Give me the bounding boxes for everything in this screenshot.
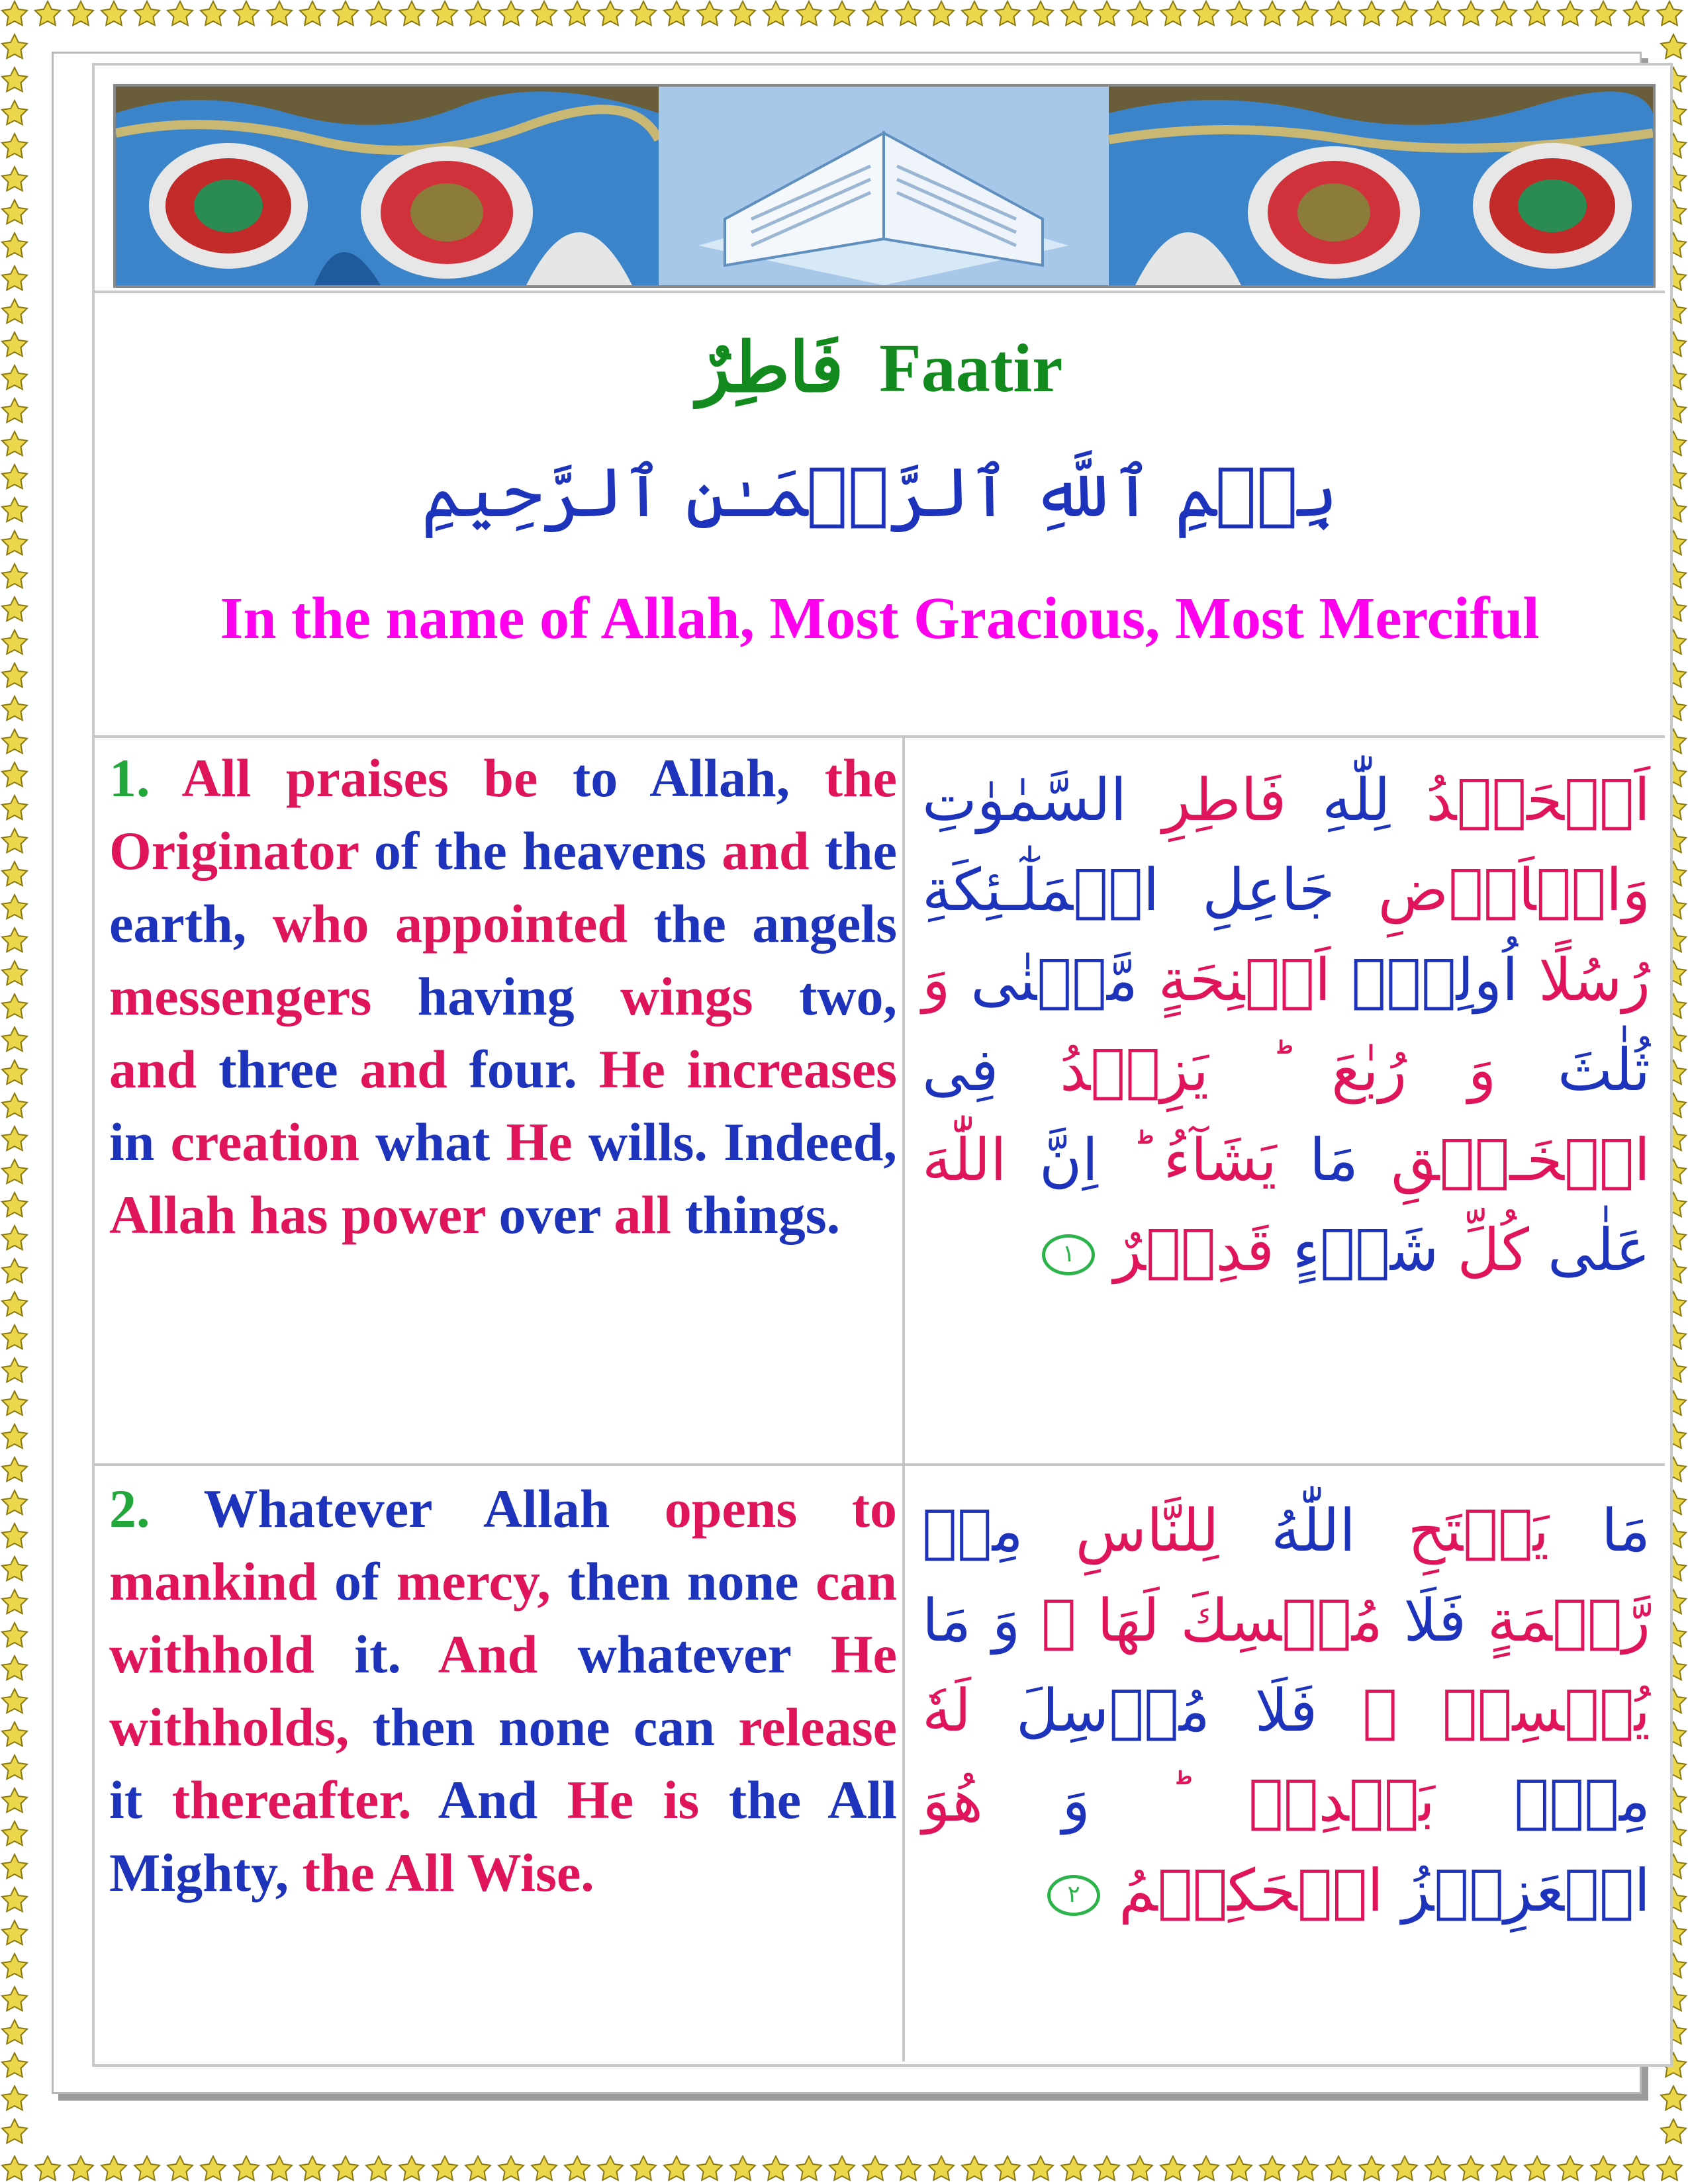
border-star-icon: [896, 2156, 921, 2180]
arabic-word: اَلۡحَمۡدُ: [1426, 766, 1650, 834]
border-star-icon: [1293, 1, 1318, 25]
arabic-word: فَاطِرِ: [1162, 766, 1287, 834]
english-word-group: He withholds,: [109, 1624, 898, 1757]
border-star-icon: [2, 862, 27, 886]
border-star-icon: [2, 2053, 27, 2077]
english-word-group: and: [359, 1039, 447, 1099]
verse-english-text: [109, 1479, 897, 1903]
border-star-icon: [995, 1, 1020, 25]
verse-arabic-column: [902, 735, 1667, 1463]
english-word-group: the All Wise.: [302, 1843, 594, 1903]
border-star-icon: [2, 928, 27, 952]
verse-translation: [109, 1473, 897, 1909]
border-star-icon: [697, 2156, 722, 2180]
arabic-word: فَلَا: [1403, 1586, 1467, 1655]
verse-number: 1.: [109, 748, 150, 808]
border-star-icon: [2, 1226, 27, 1250]
border-star-icon: [2, 762, 27, 786]
english-word-group: thereafter.: [171, 1770, 412, 1830]
basmala-arabic: بِسۡمِ ٱللَّهِ ٱلرَّحۡمَـٰنِ ٱلرَّحِيمِ: [421, 452, 1338, 533]
border-star-icon: [134, 1, 160, 25]
border-star-icon: [1624, 2156, 1649, 2180]
arabic-word: مُرۡسِلَ: [1015, 1676, 1210, 1745]
verse-translation: [109, 742, 897, 1251]
border-star-icon: [1260, 2156, 1285, 2180]
border-star-icon: [2, 233, 27, 257]
border-star-icon: [1524, 2156, 1550, 2180]
english-word-group: He: [506, 1112, 573, 1172]
arabic-word: عَلٰى: [1548, 1216, 1650, 1284]
border-star-icon: [863, 2156, 888, 2180]
border-star-icon: [201, 1, 226, 25]
border-star-icon: [1558, 1, 1583, 25]
border-star-icon: [1491, 2156, 1517, 2180]
border-star-icon: [1194, 1, 1219, 25]
border-star-icon: [399, 1, 424, 25]
arabic-word: شَىۡءٍ: [1292, 1216, 1439, 1284]
border-star-icon: [796, 1, 821, 25]
border-star-icon: [1657, 1, 1682, 25]
arabic-word: السَّمٰوٰتِ: [922, 766, 1127, 834]
english-word-group: opens to mankind: [109, 1479, 898, 1612]
arabic-word: الۡعَزِيۡزُ: [1401, 1856, 1650, 1925]
arabic-word: رُبٰعَ‌ ؕ: [1270, 1036, 1407, 1104]
border-star-icon: [2, 796, 27, 819]
arabic-word: اَجۡنِحَةٍ: [1158, 946, 1331, 1014]
english-word-group: release: [738, 1697, 898, 1757]
border-star-icon: [1227, 1, 1252, 25]
ornament-banner-image: [116, 87, 1653, 285]
border-star-icon: [2, 68, 27, 91]
border-star-icon: [1293, 2156, 1318, 2180]
arabic-word: وَ: [922, 946, 951, 1014]
border-star-icon: [2, 1689, 27, 1713]
border-star-icon: [2, 498, 27, 522]
border-star-icon: [763, 2156, 788, 2180]
english-word-group: it.: [354, 1624, 401, 1684]
border-star-icon: [1194, 2156, 1219, 2180]
arabic-word: لَهٗ: [922, 1676, 971, 1745]
border-star-icon: [2, 1755, 27, 1779]
arabic-word: مَا: [1309, 1126, 1358, 1194]
arabic-word: بَعۡدِهٖ‌ ؕ: [1169, 1766, 1435, 1835]
ayah-end-marker: ١: [1042, 1234, 1095, 1275]
border-star-icon: [2, 1557, 27, 1580]
english-word-group: four.: [469, 1039, 577, 1099]
border-star-icon: [1160, 2156, 1186, 2180]
english-word-group: the Originator: [109, 748, 898, 881]
border-star-icon: [2, 895, 27, 919]
border-star-icon: [1326, 1, 1351, 25]
border-star-icon: [664, 1, 689, 25]
border-star-icon: [1359, 1, 1384, 25]
border-star-icon: [1094, 2156, 1119, 2180]
border-star-icon: [1458, 1, 1483, 25]
basmala-english: In the name of Allah, Most Gracious, Most Merciful: [220, 586, 1540, 651]
arabic-word: فِى: [922, 1036, 999, 1104]
english-word-group: wills. Indeed,: [588, 1112, 898, 1172]
english-word-group: it: [109, 1770, 143, 1830]
english-word-group: to Allah,: [572, 748, 790, 808]
verse-english-text: [109, 748, 897, 1245]
arabic-word: الۡحَكِيۡمُ: [1119, 1856, 1383, 1925]
english-word-group: all: [614, 1185, 671, 1245]
border-star-icon: [1458, 2156, 1483, 2180]
english-word-group: whatever: [577, 1624, 791, 1684]
border-star-icon: [432, 1, 457, 25]
border-star-icon: [2, 696, 27, 720]
verse-number: 2.: [109, 1479, 150, 1539]
arabic-word: فَلَا: [1254, 1676, 1318, 1745]
border-star-icon: [1127, 2156, 1152, 2180]
english-word-group: All praises be: [181, 748, 538, 808]
border-star-icon: [995, 2156, 1020, 2180]
border-star-icon: [2, 961, 27, 985]
arabic-word: لَهَا‌ ۚ: [1041, 1586, 1160, 1655]
border-star-icon: [267, 1, 292, 25]
ornament-left: [116, 87, 659, 285]
verse-arabic-column: [902, 1466, 1667, 2062]
border-star-icon: [631, 2156, 656, 2180]
surah-arabic-name: فَاطِرٌ: [696, 326, 844, 408]
border-star-icon: [2, 1325, 27, 1349]
border-star-icon: [68, 2156, 93, 2180]
english-word-group: two,: [798, 966, 897, 1026]
border-star-icon: [1061, 1, 1086, 25]
arabic-word: يَشَآءُ‌ ؕ: [1131, 1126, 1277, 1194]
english-word-group: having: [417, 966, 575, 1026]
arabic-word: يُمۡسِكۡ ۙ: [1362, 1676, 1650, 1745]
border-star-icon: [2, 1424, 27, 1448]
arabic-word: اللّٰهُ: [1271, 1496, 1356, 1565]
border-star-icon: [1359, 2156, 1384, 2180]
arabic-word: الۡخَـلۡقِ: [1391, 1126, 1650, 1194]
arabic-word: قَدِيۡرٌ: [1113, 1216, 1274, 1284]
border-star-icon: [1657, 2156, 1682, 2180]
arabic-word: مَا: [922, 1586, 971, 1655]
border-star-icon: [896, 1, 921, 25]
english-word-group: And: [438, 1770, 538, 1830]
border-star-icon: [962, 2156, 987, 2180]
verse-arabic-text: [905, 1466, 1667, 1936]
border-star-icon: [2, 994, 27, 1018]
border-star-icon: [2, 200, 27, 224]
border-star-icon: [2, 432, 27, 455]
border-star-icon: [1061, 2156, 1086, 2180]
ornament-right: [1109, 87, 1653, 285]
arabic-word: مِنۡۢ: [1514, 1766, 1650, 1835]
border-star-icon: [2, 1457, 27, 1481]
border-star-icon: [2, 1722, 27, 1746]
border-star-icon: [465, 1, 491, 25]
english-word-group: things.: [684, 1185, 841, 1245]
arabic-word: الۡمَلٰٓـئِكَةِ: [922, 856, 1160, 924]
english-word-group: over: [498, 1185, 600, 1245]
english-word-group: and: [722, 821, 810, 881]
border-star-icon: [267, 2156, 292, 2180]
border-star-icon: [201, 2156, 226, 2180]
arabic-word: يَزِيۡدُ: [1060, 1036, 1209, 1104]
border-star-icon: [2, 2020, 27, 2044]
border-star-icon: [1392, 1, 1417, 25]
border-star-icon: [2, 1788, 27, 1812]
arabic-word: يَفۡتَحِ: [1407, 1496, 1550, 1565]
border-star-icon: [101, 2156, 126, 2180]
english-word-group: mercy,: [396, 1551, 551, 1612]
arabic-word: اِنَّ: [1039, 1126, 1098, 1194]
border-star-icon: [863, 1, 888, 25]
arabic-word: مِنۡ: [922, 1496, 1023, 1565]
border-star-icon: [167, 2156, 193, 2180]
border-star-icon: [962, 1, 987, 25]
verse-arabic-text: [905, 735, 1667, 1295]
border-star-icon: [2, 2086, 27, 2110]
border-star-icon: [1558, 2156, 1583, 2180]
border-star-icon: [532, 1, 557, 25]
border-star-icon: [366, 1, 391, 25]
border-star-icon: [1392, 2156, 1417, 2180]
border-star-icon: [1524, 1, 1550, 25]
border-star-icon: [498, 2156, 524, 2180]
border-star-icon: [35, 2156, 60, 2180]
border-star-icon: [134, 2156, 160, 2180]
english-word-group: the earth,: [109, 821, 898, 954]
english-word-group: what: [375, 1112, 491, 1172]
english-word-group: the All Mighty,: [109, 1770, 898, 1903]
border-star-icon: [2, 1623, 27, 1647]
arabic-word: كُلِّ: [1457, 1216, 1530, 1284]
border-star-icon: [1591, 1, 1616, 25]
arabic-word: وَالۡاَرۡضِ: [1378, 856, 1650, 924]
arabic-word: ثُلٰثَ: [1557, 1036, 1650, 1104]
surah-english-name: Faatir: [879, 330, 1063, 406]
surah-heading: [95, 291, 1665, 738]
border-star-icon: [763, 1, 788, 25]
border-star-icon: [101, 1, 126, 25]
border-star-icon: [2, 663, 27, 687]
border-star-icon: [1094, 1, 1119, 25]
border-star-icon: [664, 2156, 689, 2180]
border-star-icon: [35, 1, 60, 25]
border-star-icon: [2, 2119, 27, 2143]
border-star-icon: [2, 1292, 27, 1316]
border-star-icon: [333, 2156, 358, 2180]
border-star-icon: [498, 1, 524, 25]
header-banner: [113, 84, 1656, 288]
arabic-word: مَّثۡنٰى: [970, 946, 1138, 1014]
arabic-word: وَ: [1468, 1036, 1497, 1104]
arabic-word: رَّحۡمَةٍ: [1487, 1586, 1651, 1655]
border-star-icon: [1624, 1, 1649, 25]
border-star-icon: [2, 1888, 27, 1911]
border-star-icon: [2, 1490, 27, 1514]
border-star-icon: [432, 2156, 457, 2180]
border-star-icon: [598, 1, 623, 25]
border-star-icon: [2, 1656, 27, 1680]
border-star-icon: [631, 1, 656, 25]
english-word-group: three: [218, 1039, 338, 1099]
english-word-group: can withhold: [109, 1551, 897, 1684]
english-word-group: the angels: [653, 893, 897, 954]
border-star-icon: [2, 1060, 27, 1084]
english-word-group: Allah has power: [109, 1185, 486, 1245]
border-star-icon: [2, 398, 27, 422]
english-word-group: He is: [567, 1770, 700, 1830]
border-star-icon: [2, 34, 27, 58]
english-word-group: of the heavens: [373, 821, 706, 881]
border-star-icon: [1661, 2119, 1686, 2143]
border-star-icon: [1127, 1, 1152, 25]
arabic-word: لِلّٰهِ: [1322, 766, 1391, 834]
border-star-icon: [1425, 1, 1450, 25]
arabic-word: مَا: [1601, 1496, 1650, 1565]
border-star-icon: [68, 1, 93, 25]
content-frame: [92, 63, 1673, 2067]
arabic-word: اُولِىۡۤ: [1351, 946, 1519, 1014]
arabic-word: وَ: [1062, 1766, 1090, 1835]
border-star-icon: [730, 2156, 755, 2180]
english-word-group: and: [109, 1039, 197, 1099]
border-star-icon: [234, 2156, 259, 2180]
border-star-icon: [730, 1, 755, 25]
border-star-icon: [2, 729, 27, 753]
arabic-word: رُسُلًا: [1538, 946, 1650, 1014]
border-star-icon: [399, 2156, 424, 2180]
border-star-icon: [2, 564, 27, 588]
border-star-icon: [1326, 2156, 1351, 2180]
border-star-icon: [2, 1921, 27, 1944]
arabic-word: جَاعِلِ: [1202, 856, 1335, 924]
border-star-icon: [2, 134, 27, 158]
border-star-icon: [565, 2156, 590, 2180]
arabic-word: مُمۡسِكَ: [1180, 1586, 1383, 1655]
border-star-icon: [300, 1, 325, 25]
border-star-icon: [2, 1027, 27, 1051]
border-star-icon: [2, 1160, 27, 1183]
english-word-group: messengers: [109, 966, 372, 1026]
english-word-group: Whatever Allah: [203, 1479, 610, 1539]
border-star-icon: [1491, 1, 1517, 25]
border-star-icon: [2, 630, 27, 654]
english-word-group: of: [334, 1551, 380, 1612]
border-star-icon: [829, 2156, 855, 2180]
border-star-icon: [2, 465, 27, 488]
english-word-group: who appointed: [272, 893, 628, 954]
arabic-word: لِلنَّاسِ: [1075, 1496, 1219, 1565]
border-star-icon: [796, 2156, 821, 2180]
border-star-icon: [1028, 1, 1053, 25]
border-star-icon: [2, 1193, 27, 1216]
border-star-icon: [1227, 2156, 1252, 2180]
border-star-icon: [2, 1126, 27, 1150]
border-star-icon: [2, 332, 27, 356]
border-star-icon: [2, 1987, 27, 2011]
border-star-icon: [598, 2156, 623, 2180]
border-star-icon: [2, 1854, 27, 1878]
arabic-word: وَ: [992, 1586, 1021, 1655]
border-star-icon: [532, 2156, 557, 2180]
border-star-icon: [2, 2156, 27, 2180]
border-star-icon: [2, 1093, 27, 1117]
border-star-icon: [697, 1, 722, 25]
english-word-group: in: [109, 1112, 155, 1172]
border-star-icon: [2, 167, 27, 191]
border-star-icon: [2, 1259, 27, 1283]
arabic-word: اللّٰهَ: [922, 1126, 1007, 1194]
ayah-end-marker: ٢: [1047, 1875, 1100, 1916]
border-star-icon: [1591, 2156, 1616, 2180]
border-star-icon: [1661, 2086, 1686, 2110]
border-star-icon: [1661, 34, 1686, 58]
verse-row-2: [95, 1466, 1665, 2062]
border-star-icon: [234, 1, 259, 25]
border-star-icon: [2, 1524, 27, 1547]
border-star-icon: [300, 2156, 325, 2180]
arabic-word: هُوَ: [922, 1766, 983, 1835]
border-star-icon: [929, 1, 954, 25]
english-word-group: He increases: [598, 1039, 898, 1099]
border-star-icon: [366, 2156, 391, 2180]
border-star-icon: [2, 1954, 27, 1978]
surah-title: [95, 326, 1665, 408]
border-star-icon: [2, 829, 27, 852]
border-star-icon: [1028, 2156, 1053, 2180]
border-star-icon: [1425, 2156, 1450, 2180]
border-star-icon: [333, 1, 358, 25]
border-star-icon: [2, 365, 27, 389]
page-frame: [52, 52, 1651, 2094]
border-star-icon: [465, 2156, 491, 2180]
border-star-icon: [2, 1, 27, 25]
border-star-icon: [2, 1590, 27, 1614]
border-star-icon: [2, 101, 27, 124]
border-star-icon: [2, 1821, 27, 1845]
border-star-icon: [2, 299, 27, 323]
border-star-icon: [2, 531, 27, 555]
border-star-icon: [2, 1358, 27, 1382]
english-word-group: then none: [567, 1551, 799, 1612]
border-star-icon: [1160, 1, 1186, 25]
border-star-icon: [565, 1, 590, 25]
verse-row-1: [95, 735, 1665, 1466]
border-star-icon: [2, 1391, 27, 1415]
book-image: [659, 87, 1109, 285]
border-star-icon: [167, 1, 193, 25]
border-star-icon: [1260, 1, 1285, 25]
border-star-icon: [2, 266, 27, 290]
border-star-icon: [929, 2156, 954, 2180]
english-word-group: then none can: [372, 1697, 715, 1757]
border-star-icon: [829, 1, 855, 25]
english-word-group: creation: [170, 1112, 359, 1172]
english-word-group: wings: [620, 966, 753, 1026]
english-word-group: And: [438, 1624, 538, 1684]
border-star-icon: [2, 597, 27, 621]
